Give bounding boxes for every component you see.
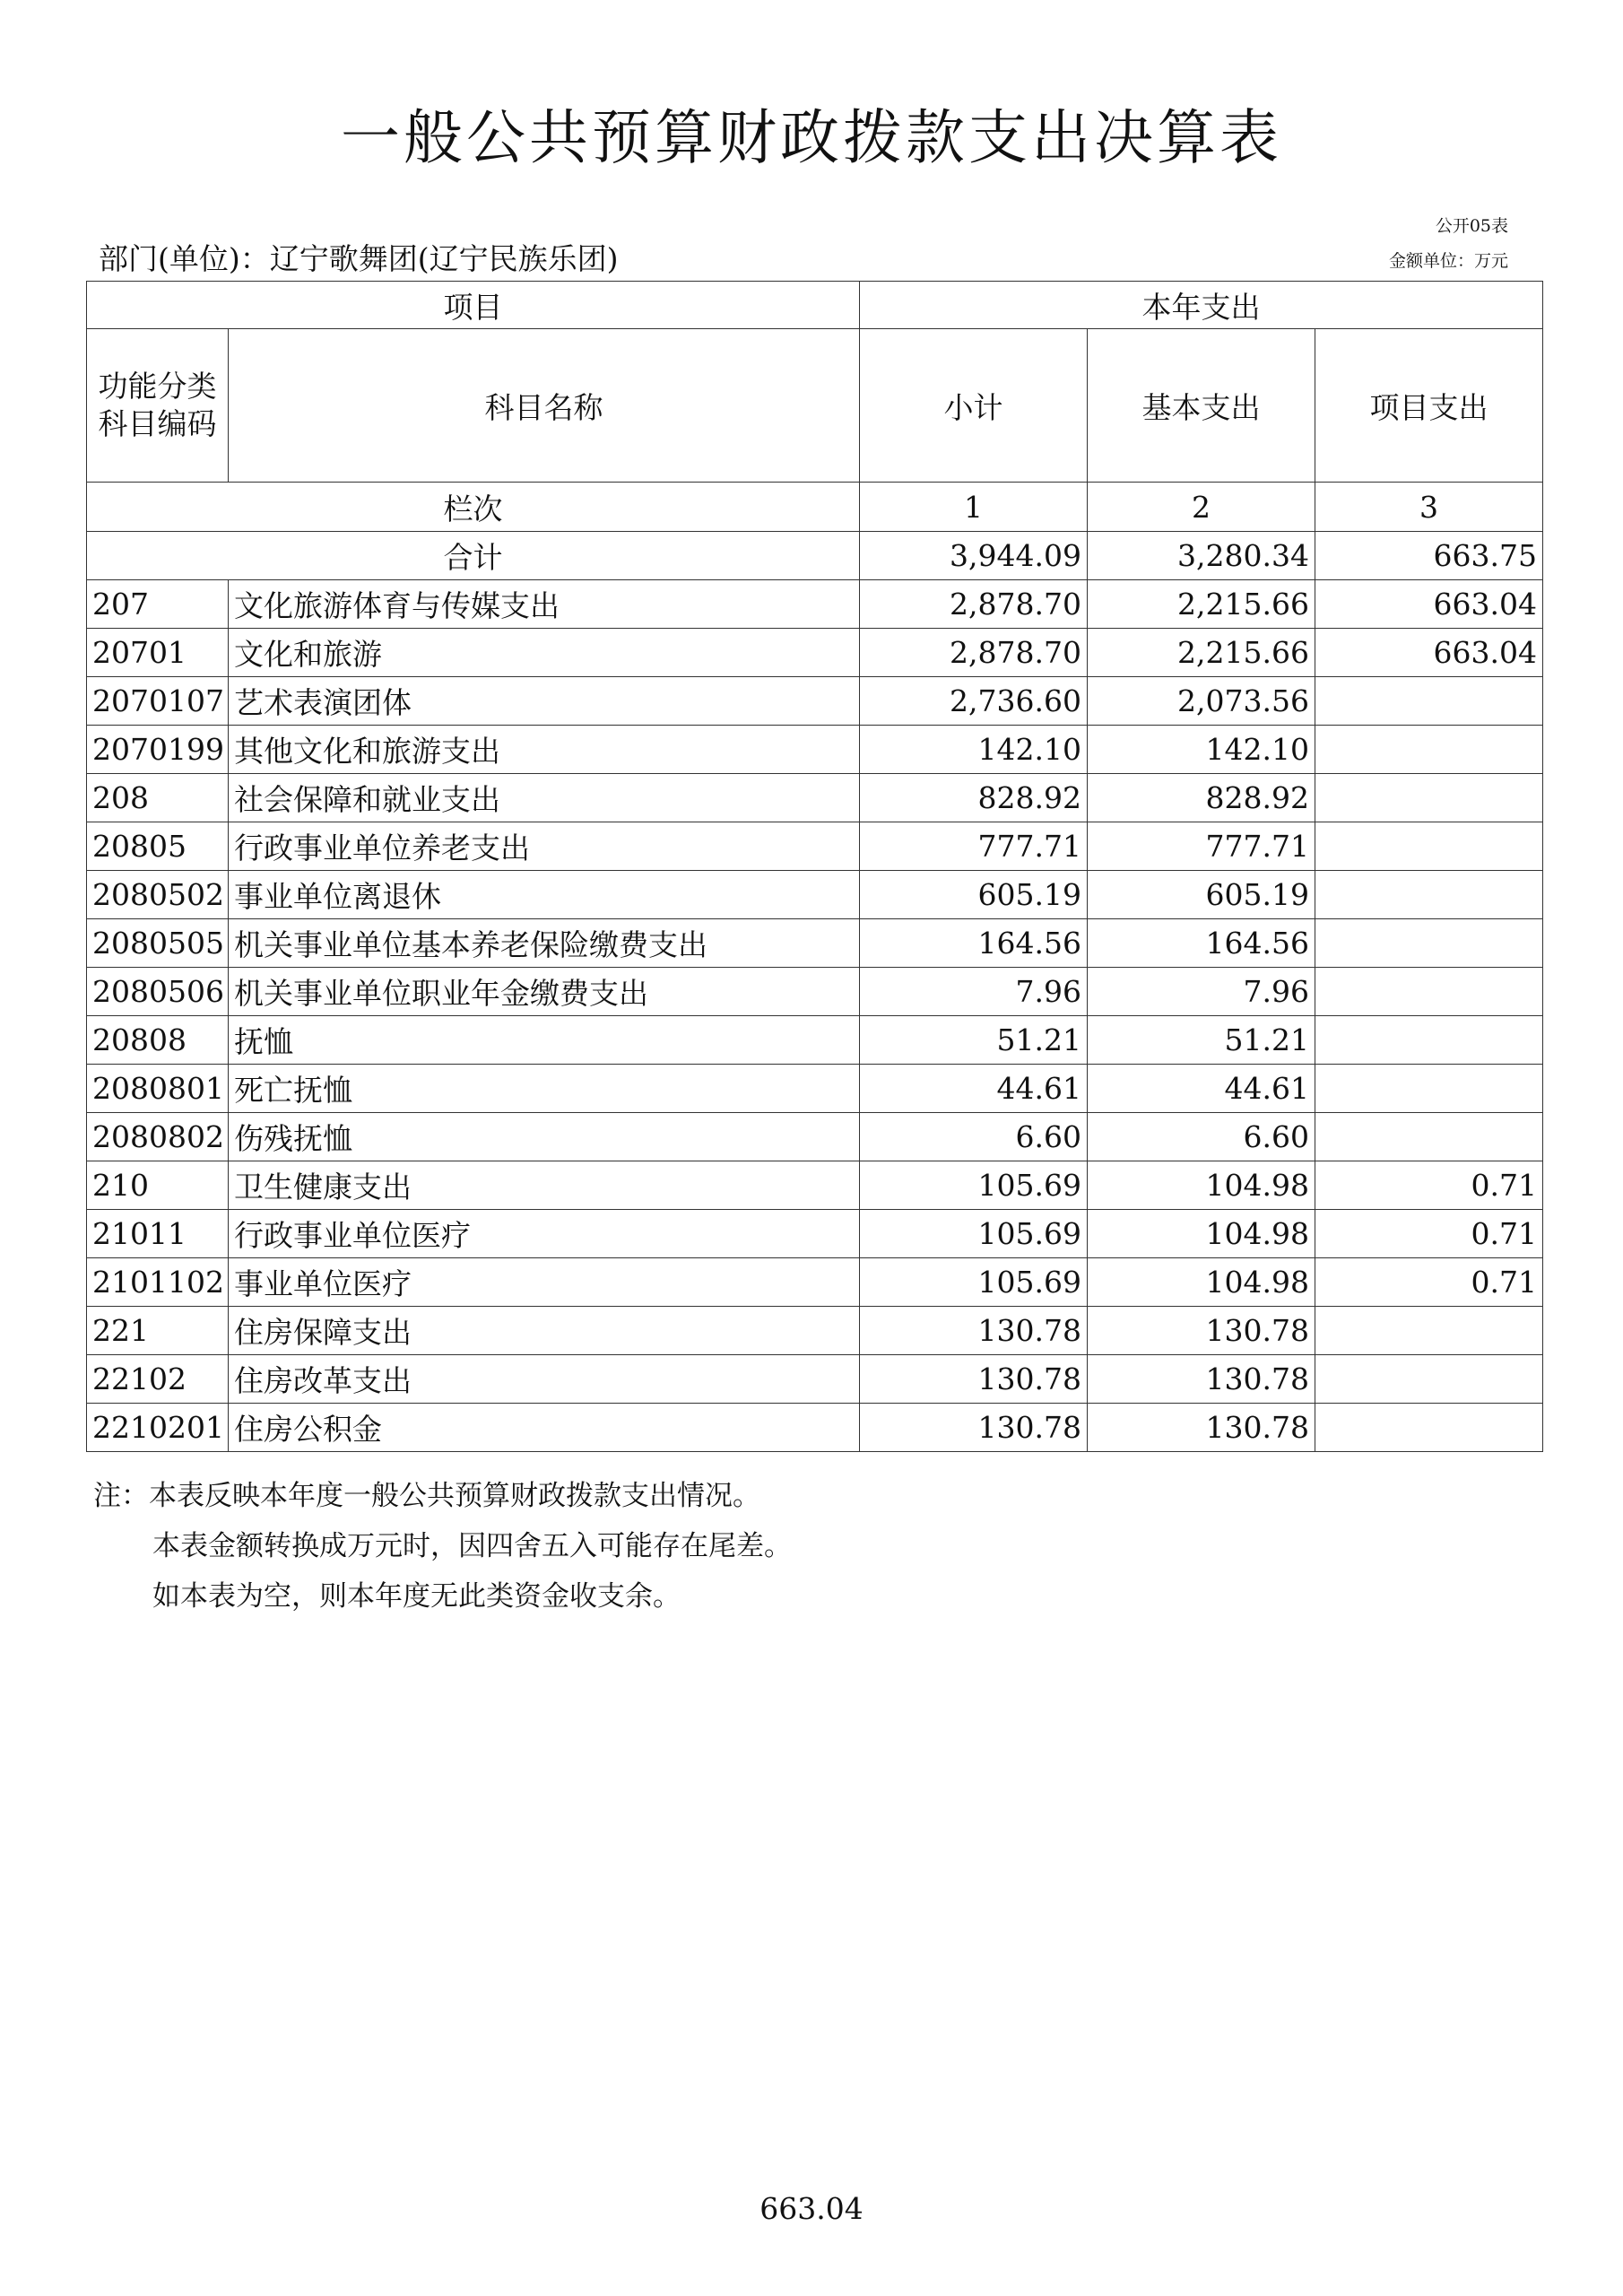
total-row (87, 532, 1543, 580)
row-subtotal: 142.10 (860, 726, 1088, 774)
col-index-1: 1 (860, 483, 1088, 532)
col-index-2: 2 (1088, 483, 1315, 532)
note-2: 本表金额转换成万元时，因四舍五入可能存在尾差。 (152, 1530, 792, 1562)
row-project: 0.71 (1315, 1258, 1543, 1307)
row-subtotal: 2,878.70 (860, 629, 1088, 677)
row-project (1315, 1016, 1543, 1065)
name-header: 科目名称 (229, 329, 860, 483)
row-basic: 2,215.66 (1088, 580, 1315, 629)
row-name: 行政事业单位医疗 (229, 1210, 860, 1258)
page-title: 一般公共预算财政拨款支出决算表 (341, 103, 1282, 172)
row-basic: 130.78 (1088, 1307, 1315, 1355)
row-name: 行政事业单位养老支出 (229, 822, 860, 871)
row-basic: 6.60 (1088, 1113, 1315, 1161)
row-name: 文化和旅游 (229, 629, 860, 677)
row-name: 抚恤 (229, 1016, 860, 1065)
row-name: 其他文化和旅游支出 (229, 726, 860, 774)
row-code: 2080502 (87, 871, 229, 919)
row-subtotal: 105.69 (860, 1210, 1088, 1258)
row-project: 663.04 (1315, 580, 1543, 629)
note-1: 注：本表反映本年度一般公共预算财政拨款支出情况。 (93, 1480, 760, 1512)
row-project (1315, 1065, 1543, 1113)
department-label: 部门(单位)：辽宁歌舞团(辽宁民族乐团) (99, 241, 619, 276)
table-row (87, 1113, 1543, 1161)
row-subtotal: 44.61 (860, 1065, 1088, 1113)
row-code: 20805 (87, 822, 229, 871)
row-name: 社会保障和就业支出 (229, 774, 860, 822)
row-code: 2070107 (87, 677, 229, 726)
row-code: 2080802 (87, 1113, 229, 1161)
row-basic: 104.98 (1088, 1210, 1315, 1258)
row-subtotal: 605.19 (860, 871, 1088, 919)
row-name: 机关事业单位基本养老保险缴费支出 (229, 919, 860, 968)
row-project (1315, 822, 1543, 871)
row-basic: 2,073.56 (1088, 677, 1315, 726)
col-index-3: 3 (1315, 483, 1543, 532)
row-name: 机关事业单位职业年金缴费支出 (229, 968, 860, 1016)
table-row (87, 1161, 1543, 1210)
table-row (87, 726, 1543, 774)
row-basic: 51.21 (1088, 1016, 1315, 1065)
row-basic: 2,215.66 (1088, 629, 1315, 677)
row-code: 221 (87, 1307, 229, 1355)
header-row-2 (87, 329, 1543, 483)
row-code: 2080505 (87, 919, 229, 968)
row-project: 0.71 (1315, 1210, 1543, 1258)
row-basic: 164.56 (1088, 919, 1315, 968)
row-name: 死亡抚恤 (229, 1065, 860, 1113)
row-project (1315, 968, 1543, 1016)
table-row (87, 629, 1543, 677)
row-subtotal: 130.78 (860, 1355, 1088, 1404)
row-basic: 7.96 (1088, 968, 1315, 1016)
total-project: 663.75 (1315, 532, 1543, 580)
row-code: 207 (87, 580, 229, 629)
expense-table (86, 281, 1543, 1452)
row-subtotal: 2,878.70 (860, 580, 1088, 629)
row-index-label: 栏次 (87, 483, 860, 532)
total-basic: 3,280.34 (1088, 532, 1315, 580)
form-number: 公开05表 (1435, 216, 1508, 236)
row-subtotal: 105.69 (860, 1161, 1088, 1210)
row-project (1315, 919, 1543, 968)
item-header: 项目 (87, 282, 860, 329)
row-basic: 828.92 (1088, 774, 1315, 822)
row-name: 住房改革支出 (229, 1355, 860, 1404)
row-code: 21011 (87, 1210, 229, 1258)
row-name: 卫生健康支出 (229, 1161, 860, 1210)
note-3: 如本表为空，则本年度无此类资金收支余。 (152, 1580, 681, 1613)
subtotal-header: 小计 (860, 329, 1088, 483)
row-subtotal: 130.78 (860, 1404, 1088, 1452)
row-project (1315, 1355, 1543, 1404)
basic-header: 基本支出 (1088, 329, 1315, 483)
amount-unit-label: 金额单位：万元 (1388, 251, 1508, 271)
row-name: 住房公积金 (229, 1404, 860, 1452)
row-basic: 605.19 (1088, 871, 1315, 919)
row-code: 2070199 (87, 726, 229, 774)
notes (93, 1471, 792, 1622)
row-code: 2080506 (87, 968, 229, 1016)
row-subtotal: 828.92 (860, 774, 1088, 822)
row-subtotal: 130.78 (860, 1307, 1088, 1355)
table-row (87, 1065, 1543, 1113)
row-project (1315, 1404, 1543, 1452)
table-row (87, 822, 1543, 871)
table-row (87, 1404, 1543, 1452)
table-row (87, 677, 1543, 726)
row-name: 事业单位离退休 (229, 871, 860, 919)
total-subtotal: 3,944.09 (860, 532, 1088, 580)
row-basic: 104.98 (1088, 1161, 1315, 1210)
row-project (1315, 677, 1543, 726)
row-name: 伤残抚恤 (229, 1113, 860, 1161)
row-code: 20701 (87, 629, 229, 677)
row-code: 2210201 (87, 1404, 229, 1452)
table-row (87, 1355, 1543, 1404)
row-project (1315, 726, 1543, 774)
row-subtotal: 6.60 (860, 1113, 1088, 1161)
header-row-1 (87, 282, 1543, 329)
column-index-row (87, 483, 1543, 532)
current-year-expense-header: 本年支出 (860, 282, 1543, 329)
row-basic: 44.61 (1088, 1065, 1315, 1113)
row-project (1315, 871, 1543, 919)
row-code: 208 (87, 774, 229, 822)
table-row (87, 1258, 1543, 1307)
table-row (87, 871, 1543, 919)
page-number: 663.04 (759, 2191, 864, 2226)
row-subtotal: 2,736.60 (860, 677, 1088, 726)
row-project (1315, 1307, 1543, 1355)
row-subtotal: 7.96 (860, 968, 1088, 1016)
total-label: 合计 (87, 532, 860, 580)
row-subtotal: 51.21 (860, 1016, 1088, 1065)
row-name: 事业单位医疗 (229, 1258, 860, 1307)
row-name: 艺术表演团体 (229, 677, 860, 726)
row-code: 2080801 (87, 1065, 229, 1113)
row-basic: 142.10 (1088, 726, 1315, 774)
row-basic: 777.71 (1088, 822, 1315, 871)
table-row (87, 1307, 1543, 1355)
table-row (87, 1016, 1543, 1065)
table-row (87, 968, 1543, 1016)
row-subtotal: 164.56 (860, 919, 1088, 968)
row-code: 210 (87, 1161, 229, 1210)
row-code: 2101102 (87, 1258, 229, 1307)
row-name: 文化旅游体育与传媒支出 (229, 580, 860, 629)
row-subtotal: 777.71 (860, 822, 1088, 871)
project-header: 项目支出 (1315, 329, 1543, 483)
row-project: 0.71 (1315, 1161, 1543, 1210)
table-row (87, 919, 1543, 968)
row-name: 住房保障支出 (229, 1307, 860, 1355)
row-project (1315, 774, 1543, 822)
table-row (87, 774, 1543, 822)
row-basic: 130.78 (1088, 1355, 1315, 1404)
row-code: 20808 (87, 1016, 229, 1065)
code-header: 功能分类科目编码 (87, 329, 229, 483)
row-subtotal: 105.69 (860, 1258, 1088, 1307)
table-row (87, 1210, 1543, 1258)
table-row (87, 580, 1543, 629)
row-project (1315, 1113, 1543, 1161)
row-project: 663.04 (1315, 629, 1543, 677)
row-basic: 104.98 (1088, 1258, 1315, 1307)
row-basic: 130.78 (1088, 1404, 1315, 1452)
row-code: 22102 (87, 1355, 229, 1404)
